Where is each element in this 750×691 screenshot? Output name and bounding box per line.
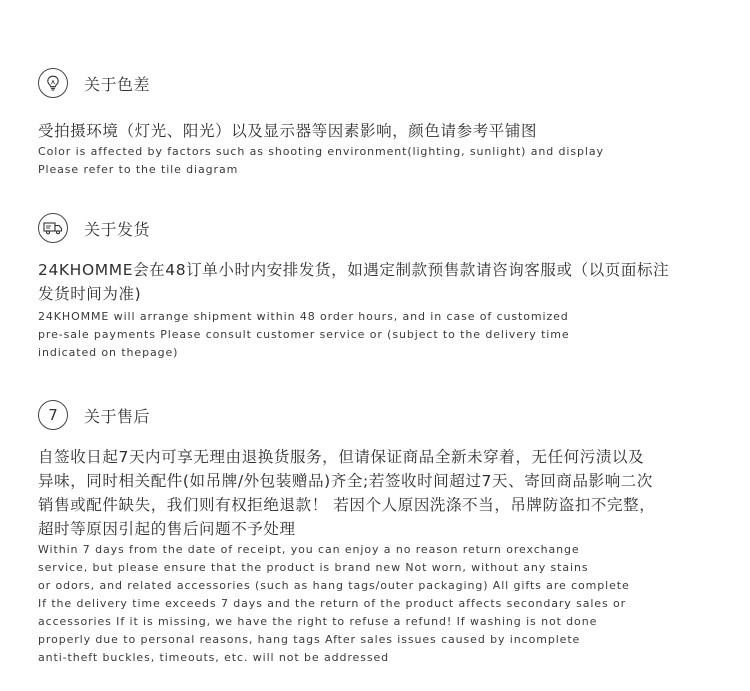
seven-days-icon [38, 400, 68, 430]
cn-text-line: 销售或配件缺失，我们则有权拒绝退款！ 若因个人原因洗涤不当，吊牌防盗扣不完整， [38, 496, 656, 514]
section-header [38, 212, 718, 244]
en-text-line: Color is affected by factors such as shooting environment(lighting, sunlight) and display [38, 145, 604, 158]
section-title: 关于色差 [84, 74, 151, 94]
en-text-line: pre-sale payments Please consult customer service or (subject to the delivery time [38, 328, 570, 341]
shipping-section [38, 212, 718, 362]
cn-text-line: 自签收日起7天内可享无理由退换货服务，但请保证商品全新未穿着，无任何污渍以及 [38, 448, 645, 466]
seven-days-number: 7 [48, 405, 58, 424]
en-text-line: Please refer to the tile diagram [38, 163, 239, 176]
section-header [38, 67, 718, 99]
en-text-line: anti-theft buckles, timeouts, etc. will not be addressed [38, 651, 390, 664]
cn-text-line: 超时等原因引起的售后问题不予处理 [38, 520, 296, 538]
section-header [38, 399, 718, 431]
en-text-line: properly due to personal reasons, hang tags After sales issues caused by incomplete [38, 633, 581, 646]
en-text-line: Within 7 days from the date of receipt, you can enjoy a no reason return orexchange [38, 543, 580, 556]
en-text-line: indicated on thepage) [38, 346, 179, 359]
en-text-line: or odors, and related accessories (such as hang tags/outer packaging) All gifts are complete [38, 579, 630, 592]
delivery-truck-icon [38, 213, 68, 243]
section-title: 关于发货 [84, 219, 151, 239]
after-sales-section [38, 399, 718, 667]
en-text-line: 24KHOMME will arrange shipment within 48 order hours, and in case of customized [38, 310, 569, 323]
lightbulb-icon [38, 68, 68, 98]
en-text-line: If the delivery time exceeds 7 days and the return of the product affects secondary sales or [38, 597, 627, 610]
cn-text-line: 受拍摄环境（灯光、阳光）以及显示器等因素影响，颜色请参考平铺图 [38, 122, 538, 140]
en-text-line: service, but please ensure that the product is brand new Not worn, without any stains [38, 561, 589, 574]
cn-text-line: 24KHOMME会在48订单小时内安排发货，如遇定制款预售款请咨询客服或（以页面标注 [38, 261, 670, 279]
en-text-line: accessories If it is missing, we have the right to refuse a refund! If washing is not done [38, 615, 598, 628]
color-difference-section [38, 67, 718, 179]
cn-text-line: 异味，同时相关配件(如吊牌/外包装赠品)齐全;若签收时间超过7天、寄回商品影响二次 [38, 472, 654, 490]
section-title: 关于售后 [84, 406, 151, 426]
cn-text-line: 发货时间为准) [38, 285, 142, 303]
